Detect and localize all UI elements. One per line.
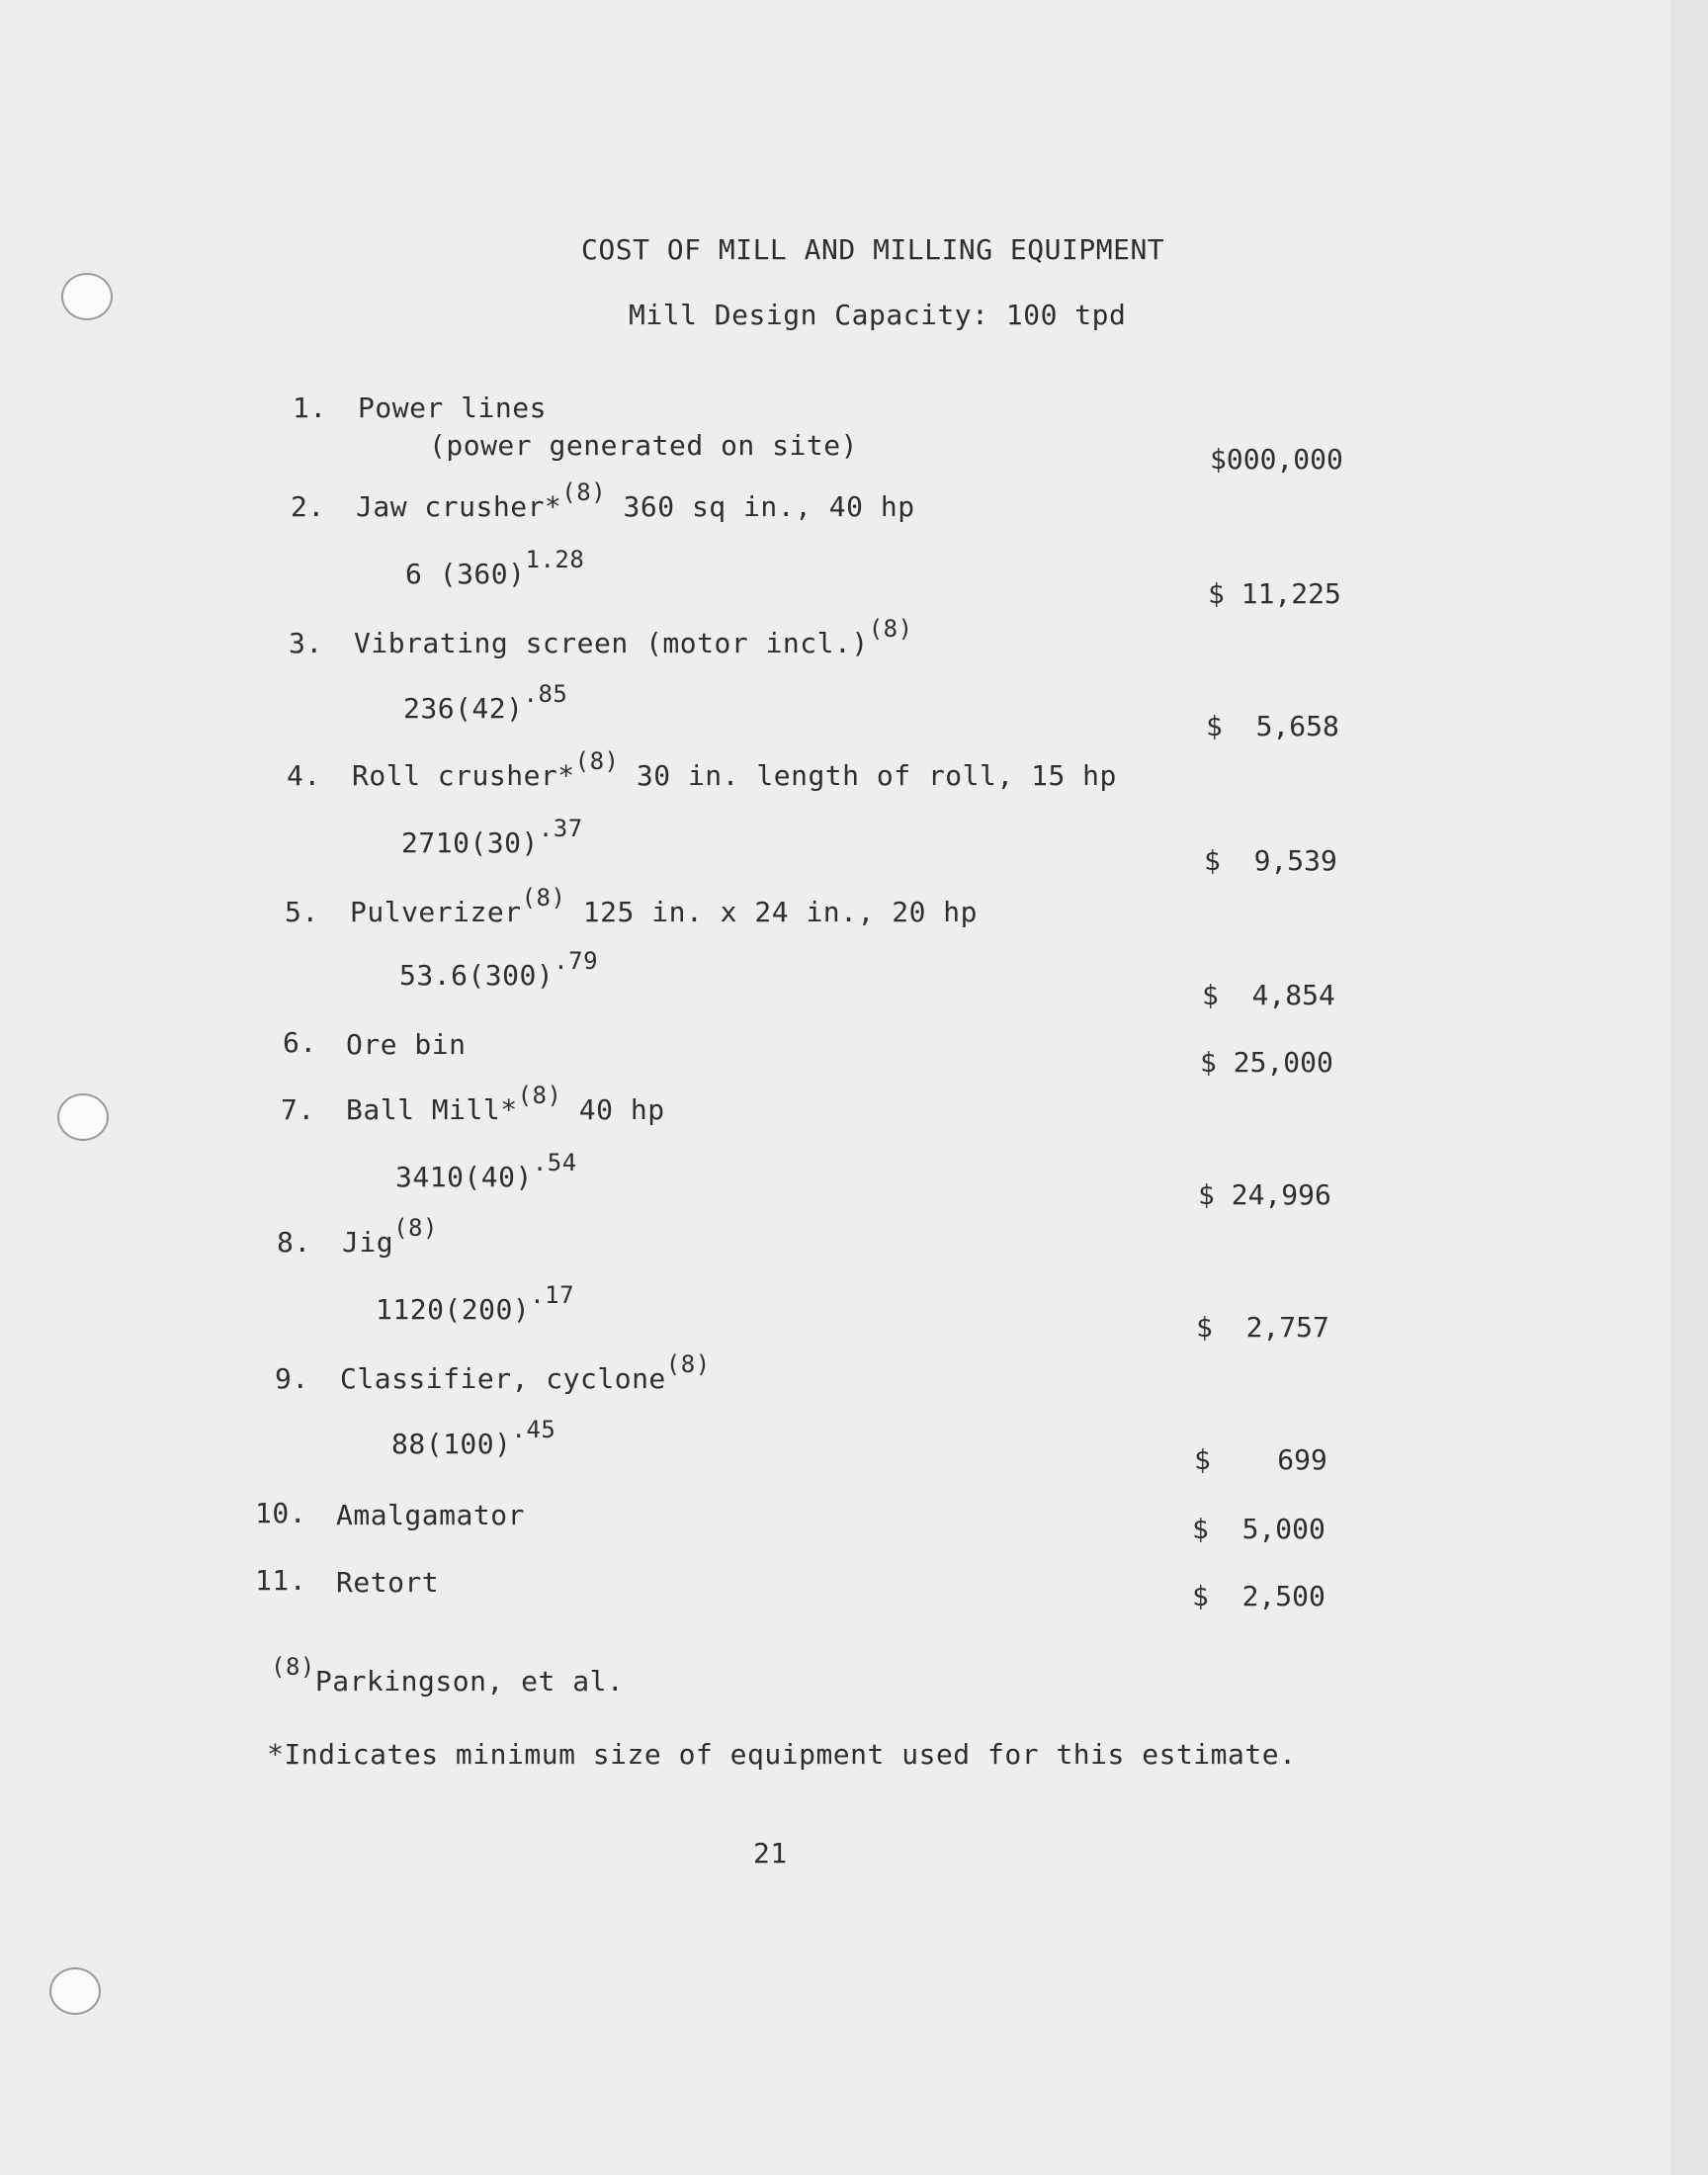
item-8-number: 8. [277,1226,311,1259]
item-8-cost: $ 2,757 [1196,1311,1329,1344]
item-1-cost: $000,000 [1210,443,1343,476]
punch-hole-top [61,273,113,320]
item-1-label: Power lines [358,392,547,424]
item-2-description: 360 sq in., 40 hp [606,490,915,523]
item-3-reference: (8) [868,615,913,643]
item-10-label: Amalgamator [336,1499,525,1531]
item-1-subtext: (power generated on site) [429,429,858,462]
item-3-formula: 236(42) [403,692,524,725]
page-number: 21 [753,1837,788,1870]
item-3-line [354,615,913,659]
item-10-number: 10. [255,1497,307,1529]
item-4-label: Roll crusher* [352,759,575,792]
item-7-label: Ball Mill* [346,1093,518,1126]
item-8-line [342,1214,438,1259]
item-3-cost: $ 5,658 [1206,710,1339,742]
item-9-exponent: .45 [511,1416,556,1443]
item-8-formula-line [376,1281,575,1326]
item-7-reference: (8) [517,1082,562,1109]
item-9-label: Classifier, cyclone [340,1362,666,1395]
item-2-cost: $ 11,225 [1208,577,1341,610]
item-7-exponent: .54 [532,1149,577,1176]
item-9-formula: 88(100) [391,1428,512,1460]
item-2-reference: (8) [561,478,607,506]
item-5-reference: (8) [521,884,566,912]
item-5-cost: $ 4,854 [1202,979,1335,1011]
item-8-exponent: .17 [530,1281,575,1309]
item-7-cost: $ 24,996 [1198,1178,1331,1211]
item-11-cost: $ 2,500 [1192,1580,1325,1612]
item-11-label: Retort [336,1566,440,1599]
item-2-exponent: 1.28 [525,546,585,573]
item-2-line [356,478,915,523]
item-2-number: 2. [291,490,325,523]
item-3-label: Vibrating screen (motor incl.) [354,627,869,659]
page-subtitle: Mill Design Capacity: 100 tpd [629,299,1127,331]
item-3-formula-line [403,680,568,725]
item-5-formula-line [399,947,599,992]
footnote-reference-text: Parkingson, et al. [314,1665,625,1697]
item-10-cost: $ 5,000 [1192,1513,1325,1545]
item-7-number: 7. [281,1093,315,1126]
item-7-description: 40 hp [561,1093,665,1126]
item-5-line [350,884,979,928]
item-8-reference: (8) [393,1214,438,1242]
item-7-line [346,1082,665,1126]
item-8-label: Jig [342,1226,394,1259]
footnote-reference [271,1653,625,1697]
item-5-description: 125 in. x 24 in., 20 hp [565,896,979,928]
item-6-cost: $ 25,000 [1200,1046,1333,1079]
punch-hole-middle [57,1093,109,1141]
item-3-exponent: .85 [523,680,568,708]
item-4-formula: 2710(30) [401,826,539,859]
item-11-number: 11. [255,1564,307,1597]
item-4-formula-line [401,815,583,859]
item-9-number: 9. [275,1362,309,1395]
item-9-cost: $ 699 [1194,1443,1327,1476]
item-4-exponent: .37 [538,815,583,842]
page-title: COST OF MILL AND MILLING EQUIPMENT [581,233,1165,266]
item-5-exponent: .79 [554,947,599,975]
item-9-formula-line [391,1416,556,1460]
item-6-number: 6. [283,1026,317,1059]
item-6-label: Ore bin [346,1028,467,1061]
item-9-line [340,1350,711,1395]
item-5-label: Pulverizer [350,896,522,928]
item-3-number: 3. [289,627,323,659]
footnote-asterisk: *Indicates minimum size of equipment used for this estimate. [267,1738,1297,1771]
item-1-number: 1. [293,392,327,424]
item-8-formula: 1120(200) [376,1293,531,1326]
item-9-reference: (8) [665,1350,711,1378]
item-7-formula-line [395,1149,577,1193]
item-2-formula-line [405,546,585,590]
item-5-number: 5. [285,896,319,928]
item-4-description: 30 in. length of roll, 15 hp [619,759,1117,792]
item-4-cost: $ 9,539 [1204,844,1337,877]
footnote-reference-number: (8) [271,1653,315,1681]
item-4-reference: (8) [574,747,620,775]
item-4-number: 4. [287,759,321,792]
item-2-formula: 6 (360) [405,558,526,590]
punch-hole-bottom [49,1967,101,2015]
item-5-formula: 53.6(300) [399,959,555,992]
item-2-label: Jaw crusher* [356,490,562,523]
item-7-formula: 3410(40) [395,1161,533,1193]
item-4-line [352,747,1117,792]
